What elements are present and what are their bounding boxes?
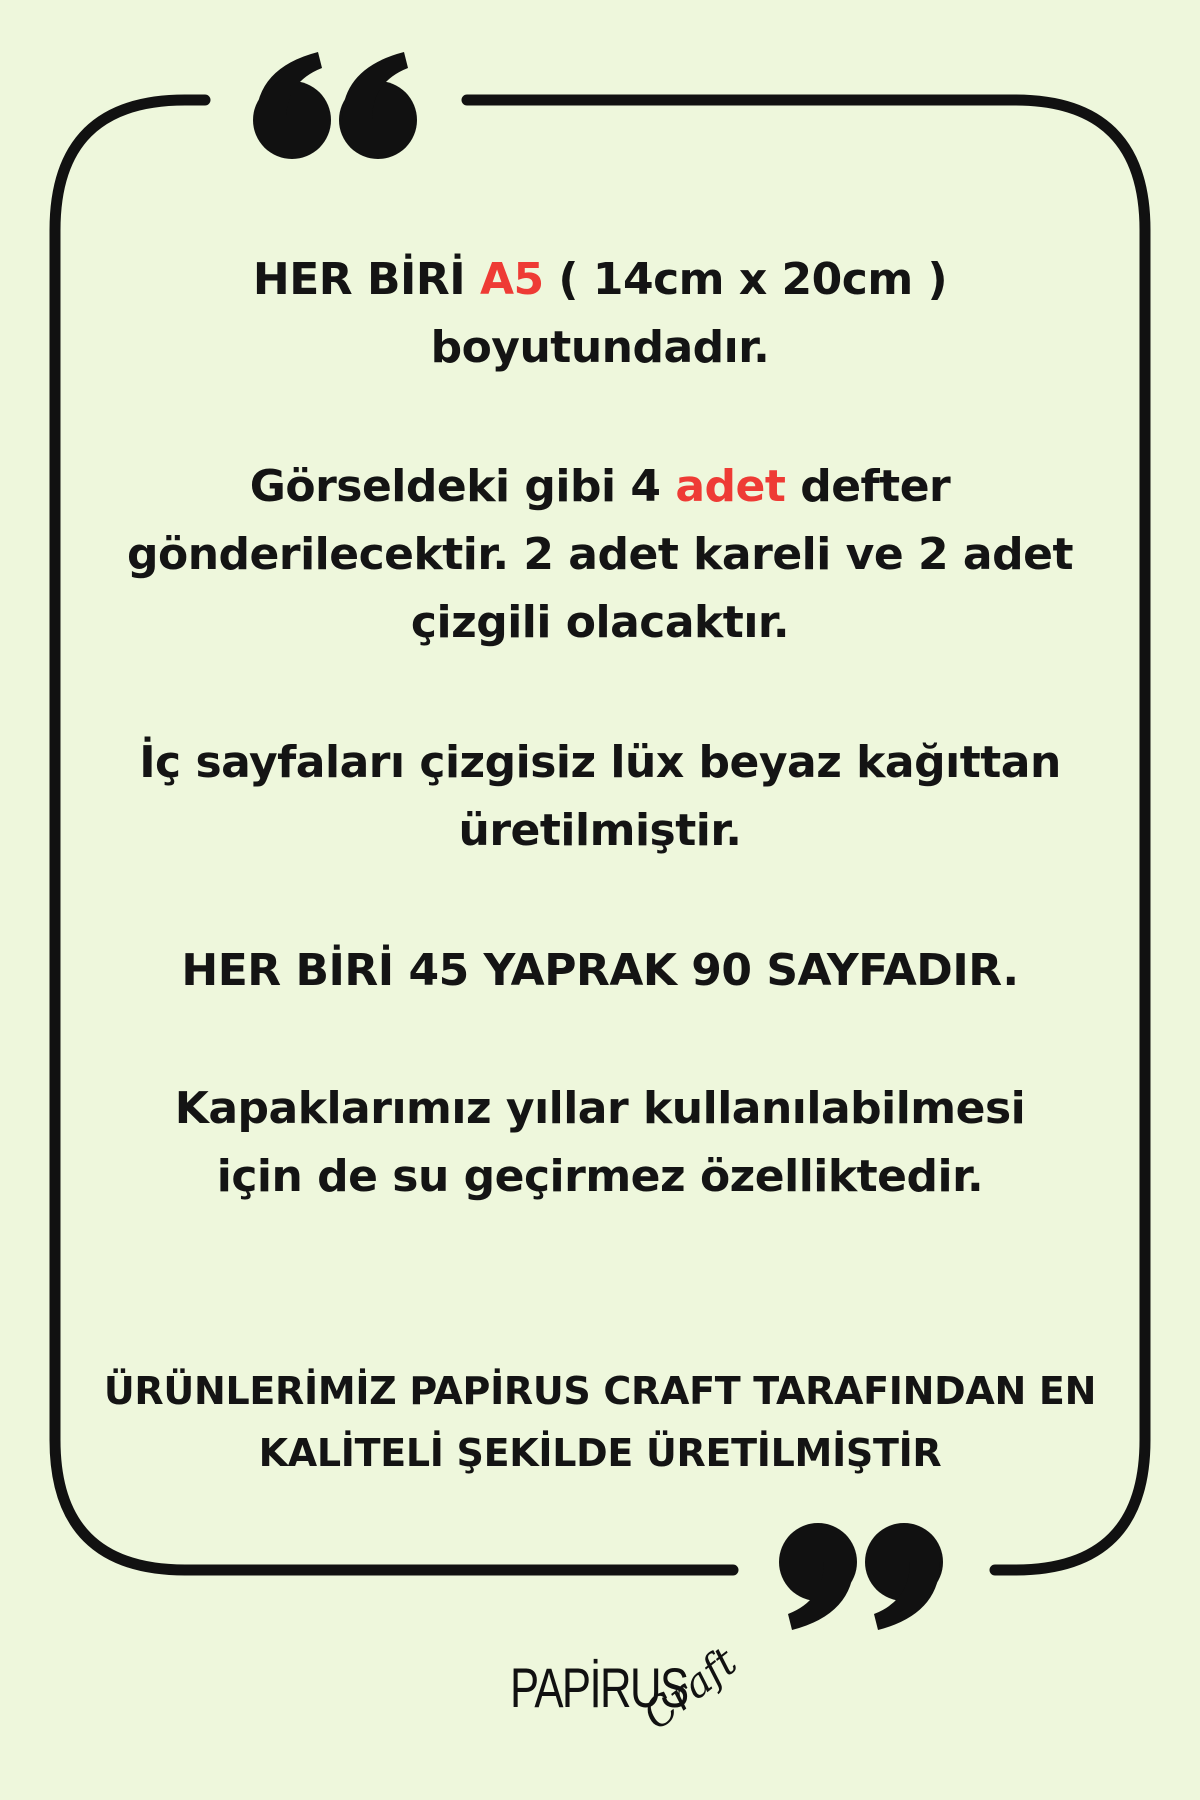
papirus-craft-logo [500,1638,746,1790]
paper-line-1: İç sayfaları çizgisiz lüx beyaz kağıttan [139,737,1061,788]
size-info [70,246,1130,382]
logo-script: Craft [635,1638,746,1740]
quantity-line-1: Görseldeki gibi 4 adet defter [249,461,951,512]
paper-line-2: üretilmiştir. [458,805,742,856]
logo-wordmark: PAPİRUS [510,1656,688,1719]
quantity-info [70,453,1130,657]
quantity-line-2: gönderilecektir. 2 adet kareli ve 2 adet [127,529,1073,580]
size-line-1: HER BİRİ A5 ( 14cm x 20cm ) [252,254,948,305]
size-highlight: A5 [479,254,544,305]
brand-line-2: KALİTELİ ŞEKİLDE ÜRETİLMİŞTİR [258,1431,942,1475]
paper-info [70,729,1130,865]
cover-line-2: için de su geçirmez özelliktedir. [216,1151,984,1202]
quantity-line-3: çizgili olacaktır. [410,597,790,648]
cover-info [70,1075,1130,1211]
brand-line-1: ÜRÜNLERİMİZ PAPİRUS CRAFT TARAFINDAN EN [103,1369,1097,1413]
page-count-line: HER BİRİ 45 YAPRAK 90 SAYFADIR. [181,945,1019,996]
page-count-info [70,937,1130,1005]
info-text [70,0,1130,1650]
size-line-2: boyutundadır. [430,322,770,373]
quantity-highlight: adet [675,461,786,512]
brand-statement [70,1360,1130,1484]
cover-line-1: Kapaklarımız yıllar kullanılabilmesi [174,1083,1026,1134]
